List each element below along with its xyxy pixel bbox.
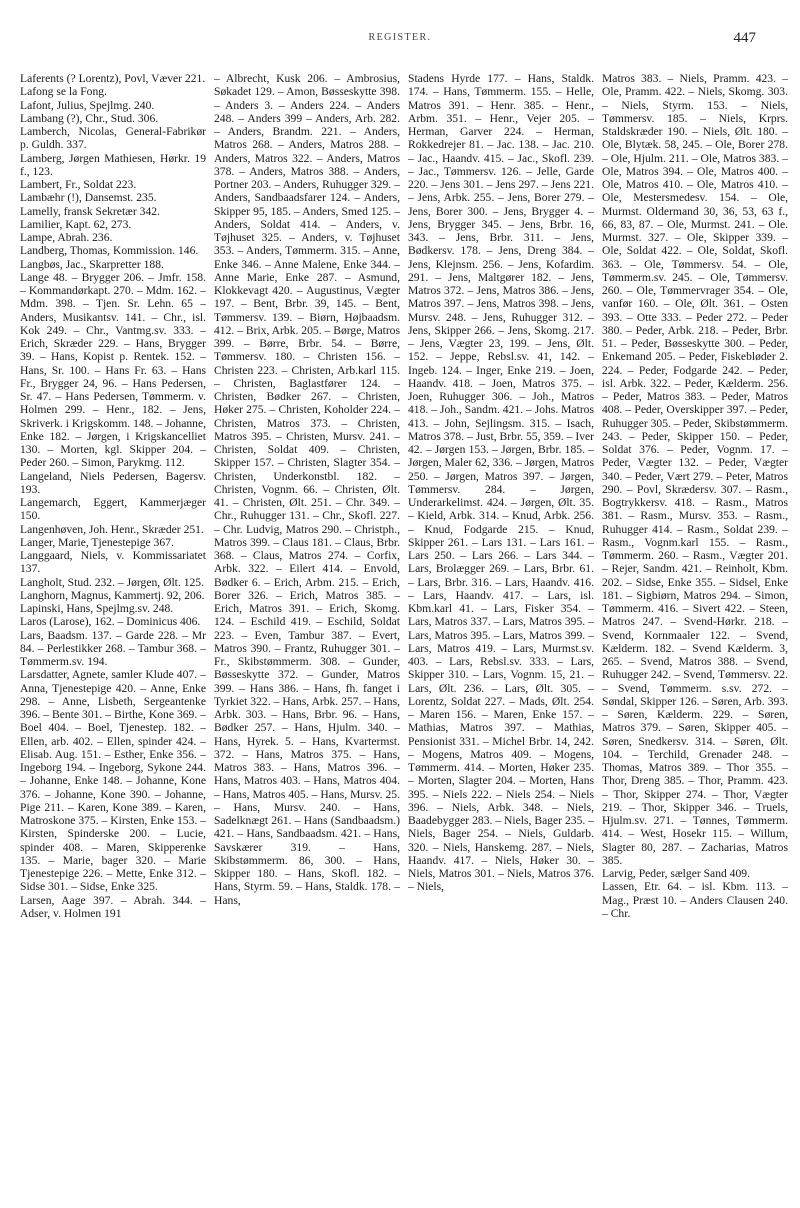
column-text: Matros 383. – Niels, Pramm. 423. – Ole, Pramm. 422. – Niels, Skomg. 303. – Niels, Styrm. 153. – Niels, Tømmersv. 185. – Niels, Krprs. Staldskræder 190. – Niels, Ølt. 180. – Ole, Blytæk. 58, 245. – Ole, Borer 278. – Ole, Hjulm. 211. – Ole, Matros 383. – Ole, Matros 394. – Ole, Matros 400. – Ole, Matros 410. – Ole, Matros 410. – Ole, Mestersmedesv. 154. – Ole, Murmst. Oldermand 30, 36, 53, 63 f., 66, 83, 87. – Ole, Murmst. 241. – Ole. Murmst. 327. – Ole, Skipper 339. – Ole, Soldat 422. – Ole, Soldat, Skofl. 363. – Ole, Tømmersv. 54. – Ole, Tømmerm.sv. 245. – Ole, Tømmersv. 260. – Ole, Tømmervrager 354. – Ole, vanfør 160. – Ole, Ølt. 361. – Osten 393. – Otte 333. – Peder 272. – Peder 380. – Peder, Arbk. 218. – Peder, Brbr. 51. – Peder, Bøsseskytte 300. – Peder, Enkemand 205. – Peder, Fiskebløder 2. 224. – Peder, Fodgarde 242. – Peder, isl. Arbk. 322. – Peder, Kælderm. 256. – Peder, Matros 383. – Peder, Matros 408. – Peder, Overskipper 397. – Peder, Ruhugger 305. – Peder, Skibstømmerm. 243. – Peder, Skipper 150. – Peder, Soldat 376. – Peder, Vognm. 17. – Peder, Vægter 132. – Peder, Vægter 340. – Peder, Vært 279. – Peter, Matros 290. – Povl, Skrædersv. 307. – Rasm., Bogtrykkersv. 418. – Rasm., Matros 381. – Rasm., Mursv. 353. – Rasm., Ruhugger 414. – Rasm., Soldat 239. – Rasm., Vognm.karl 155. – Rasm., Tømmerm. 260. – Rasm., Vægter 201. – Rejer, Sandm. 421. – Reinholt, Kbm. 202. – Sidse, Enke 355. – Sidsel, Enke 181. – Sigbiørn, Matros 294. – Simon, Tømmerm. 416. – Sivert 422. – Steen, Matros 247. – Svend-Hørkr. 218. – Svend, Kornmaaler 122. – Svend, Kælderm. 182. – Svend Kælderm. 3, 265. – Svend, Matros 388. – Svend, Ruhugger 242. – Svend, Tømmersv. 22. – Svend, Tømmerm. s.sv. 272. – Søndal, Skipper 126. – Søren, Arb. 393. – Søren, Kælderm. 229. – Søren, Matros 379. – Søren, Skipper 405. – Søren, Snedkersv. 314. – Søren, Ølt. 104. – Terchild, Grenader 248. – Thomas, Matros 389. – Thor 355. – Thor, Dreng 385. – Thor, Pramm. 423. – Thor, Skipper 274. – Thor, Vægter 219. – Thor, Skipper 346. – Truels, Hjulm.sv. 271. – Tønnes, Tømmerm. 414. – West, Hosekr 115. – Willum, Slagter 80, 287. – Zacharias, Matros 385. Larvig, Peder, sælger Sand 409. Lassen, Etr. 64. – isl. Kbm. 113. – Mag., Præst 10. – Anders Clausen 240. – Chr. [602,72,788,920]
register-column-1 [20,72,206,1197]
register-column-3 [408,72,594,1197]
register-columns [20,72,788,1197]
running-head: REGISTER. [368,32,432,43]
column-text: Stadens Hyrde 177. – Hans, Staldk. 174. – Hans, Tømmerm. 155. – Helle, Matros 391. – Henr. 385. – Henr., Arbm. 351. – Henr., Vejer 205. – Herman, Garver 224. – Herman, Rokkedrejer 81. – Jac. 138. – Jac. 210. – Jac., Haandv. 415. – Jac., Skofl. 239. – Jac., Tømmersv. 126. – Jelle, Garde 220. – Jens 301. – Jens 297. – Jens 221. – Jens, Arbk. 255. – Jens, Borer 279. – Jens, Borer 300. – Jens, Brygger 4. – Jens, Brygger 345. – Jens, Brbr. 16, 343. – Jens, Brbr. 311. – Jens, Bødkersv. 178. – Jens, Dreng 384. – Jens, Klejnsm. 256. – Jens, Kofardim. 291. – Jens, Maltgører 182. – Jens, Matros 372. – Jens, Matros 386. – Jens, Matros 397. – Jens, Matros 398. – Jens, Mursv. 248. – Jens, Ruhugger 312. – Jens, Skipper 266. – Jens, Skomg. 217. – Jens, Vægter 23, 199. – Jens, Ølt. 152. – Jeppe, Rebsl.sv. 41, 142. – Ingeb. 124. – Inger, Enke 219. – Joen, Haandv. 418. – Joen, Matros 375. – Joen, Ruhugger 306. – Joh., Matros 418. – Joh., Sandm. 421. – Johs. Matros 413. – John, Sejlingsm. 315. – Isach, Matros 378. – Just, Brbr. 55, 359. – Iver 42. – Jørgen 153. – Jørgen, Brbr. 185. – Jørgen, Maler 62, 336. – Jørgen, Matros 250. – Jørgen, Matros 397. – Jørgen, Tømmersv. 284. – Jørgen, Underarkelimst. 424. – Jørgen, Ølt. 35. – Kield, Arbk. 314. – Knud, Arbk. 256. – Knud, Fodgarde 215. – Knud, Skipper 261. – Lars 131. – Lars 161. – Lars 250. – Lars 266. – Lars 344. – Lars, Brolægger 269. – Lars, Brbr. 61. – Lars, Brbr. 316. – Lars, Haandv. 416. – Lars, Haandv. 417. – Lars, isl. Kbm.karl 41. – Lars, Fisker 354. – Lars, Matros 337. – Lars, Matros 395. – Lars, Matros 395. – Lars, Matros 399. – Lars, Matros 419. – Lars, Murmst.sv. 403. – Lars, Rebsl.sv. 333. – Lars, Skipper 310. – Lars, Vognm. 15, 21. – Lars, Ølt. 236. – Lars, Ølt. 305. – Lorentz, Soldat 227. – Mads, Ølt. 254. – Maren 156. – Maren, Enke 157. – Mathias, Matros 397. – Mathias, Pensionist 331. – Michel Brbr. 14, 242. – Mogens, Matros 409. – Mogens, Tømmerm. 414. – Morten, Høker 235. – Morten, Slagter 204. – Morten, Hans 395. – Niels 222. – Niels 254. – Niels 396. – Niels, Arbk. 348. – Niels, Baadebygger 283. – Niels, Bager 235. – Niels, Bager 254. – Niels, Guldarb. 320. – Niels, Hanskemg. 287. – Niels, Haandv. 417. – Niels, Høker 30. – Niels, Matros 301. – Niels, Matros 376. – Niels, [408,72,594,894]
column-text: Laferents (? Lorentz), Povl, Væver 221. Lafong se la Fong. Lafont, Julius, Spejlmg. 240. Lambang (?), Chr., Stud. 306. Lamberch, Nicolas, General-Fabrikør p. Guldh. 337. Lamberg, Jørgen Mathiesen, Hørkr. 19 f., 123. Lambert, Fr., Soldat 223. Lambæhr (!), Dansemst. 235. Lamelly, fransk Sekretær 342. Lamilier, Kapt. 62, 273. Lampe, Abrah. 236. Landberg, Thomas, Kommission. 146. Langbøs, Jac., Skarpretter 188. Lange 48. – Brygger 206. – Jmfr. 158. – Kommandørkapt. 270. – Mdm. 162. – Mdm. 398. – Tjen. Sr. Lehn. 65 – Anders, Musikantsv. 141. – Chr., isl. Kok 249. – Chr., Vantmg.sv. 333. – Erich, Skræder 229. – Hans, Brygger 39. – Hans, Kopist p. Rentek. 152. – Hans, Sr. 100. – Hans Fr. 63. – Hans Fr., Brygger 24, 96. – Hans Pedersen, Sr. 47. – Hans Pedersen, Tømmerm. v. Holmen 299. – Henr., 182. – Jens, Skriverk. i Krigskomm. 148. – Johanne, Enke 182. – Jørgen, i Krigskancelliet 130. – Morten, kgl. Skipper 204. – Peder 260. – Simon, Parykmg. 112. Langeland, Niels Pedersen, Bagersv. 193. Langemarch, Eggert, Kammerjæger 150. Langenhøven, Joh. Henr., Skræder 251. Langer, Marie, Tjenestepige 367. Langgaard, Niels, v. Kommissariatet 137. Langholt, Stud. 232. – Jørgen, Ølt. 125. Langhorn, Magnus, Kammertj. 92, 206. Lapinski, Hans, Spejlmg.sv. 248. Laros (Larose), 162. – Dominicus 406. Lars, Baadsm. 137. – Garde 228. – Mr 84. – Perlestikker 268. – Tambur 368. – Tømmerm.sv. 194. Larsdatter, Agnete, samler Klude 407. – Anna, Tjenestepige 420. – Anne, Enke 298. – Anne, Lisbeth, Sergeantenke 396. – Bente 301. – Birthe, Kone 369. – Boel 404. – Boel, Tjenestep. 182. – Ellen, arb. 402. – Ellen, spinder 424. – Elisab. Aug. 151. – Esther, Enke 356. – Ingeborg 194. – Ingeborg, Sykone 244. – Johanne, Enke 148. – Johanne, Kone 376. – Johanne, Kone 390. – Johanne, Pige 211. – Karen, Kone 389. – Karen, Matroskone 375. – Kirsten, Enke 153. – Kirsten, Spinderske 200. – Lucie, spinder 408. – Maren, Skipperenke 135. – Marie, bager 320. – Marie Tjenestepige 226. – Mette, Enke 312. – Sidse 301. – Sidse, Enke 325. Larsen, Aage 397. – Abrah. 344. – Adser, v. Holmen 191 [20,72,206,920]
column-text: – Albrecht, Kusk 206. – Ambrosius, Søkadet 129. – Amon, Bøsseskytte 398. – Anders 3. – Anders 224. – Anders 248. – Anders 399 – Anders, Arb. 282. – Anders, Brandm. 221. – Anders, Matros 268. – Anders, Matros 288. – Anders, Matros 322. – Anders, Matros 378. – Anders, Matros 388. – Anders, Portner 203. – Anders, Ruhugger 329. – Anders, Sandbaadsfarer 124. – Anders, Skipper 95, 185. – Anders, Smed 125. – Anders, Soldat 414. – Anders, v. Tøjhuset 325. – Anders, v. Tøjhuset 353. – Anders, Tømmerm. 315. – Anne, Enke 346. – Anne Malene, Enke 344. – Anne Marie, Enke 287. – Asmund, Klokkevagt 420. – Augustinus, Vægter 197. – Bent, Brbr. 39, 145. – Bent, Tømmersv. 139. – Biørn, Højbaadsm. 412. – Brix, Arbk. 205. – Børge, Matros 399. – Børre, Brbr. 54. – Børre, Tømmersv. 180. – Christen 156. – Christen 223. – Christen, Arb.karl 115. – Christen, Baglastfører 124. – Christen, Bødker 267. – Christen, Høker 275. – Christen, Koholder 224. – Christen, Matros 373. – Christen, Matros 395. – Christen, Mursv. 241. – Christen, Soldat 409. – Christen, Skipper 157. – Christen, Slagter 354. – Christen, Underkonstbl. 182. – Christen, Vognm. 66. – Christen, Ølt. 41. – Christen, Ølt. 251. – Chr. 349. – Chr., Ruhugger 131. – Chr., Skofl. 227. – Chr. Ludvig, Matros 290. – Christph., Matros 399. – Claus 181. – Claus, Brbr. 368. – Claus, Matros 274. – Corfix, Arbk. 322. – Eilert 414. – Envold, Bødker 6. – Erich, Arbm. 215. – Erich, Borer 326. – Erich, Matros 385. – Erich, Matros 391. – Erich, Skomg. 124. – Eschild 419. – Eschild, Soldat 223. – Even, Tambur 387. – Evert, Matros 390. – Frantz, Ruhugger 301. – Fr., Skibstømmerm. 308. – Gunder, Bøsseskytte 372. – Gunder, Matros 399. – Hans 386. – Hans, fh. fanget i Tyrkiet 322. – Hans, Arbk. 257. – Hans, Arbk. 303. – Hans, Brbr. 96. – Hans, Bødker 257. – Hans, Hjulm. 340. – Hans, Hyrek. 5. – Hans, Kvartermst. 372. – Hans, Matros 375. – Hans, Matros 383. – Hans, Matros 396. – Hans, Matros 403. – Hans, Matros 404. – Hans, Matros 405. – Hans, Mursv. 25. – Hans, Mursv. 240. – Hans, Sadelknægt 261. – Hans (Sandbaadsm.) 421. – Hans, Sandbaadsm. 421. – Hans, Savskærer 319. – Hans, Skibstømmerm. 86, 300. – Hans, Skipper 180. – Hans, Skofl. 182. – Hans, Styrm. 59. – Hans, Staldk. 178. – Hans, [214,72,400,907]
register-column-2 [214,72,400,1197]
page-number: 447 [733,30,756,46]
register-column-4 [602,72,788,1197]
